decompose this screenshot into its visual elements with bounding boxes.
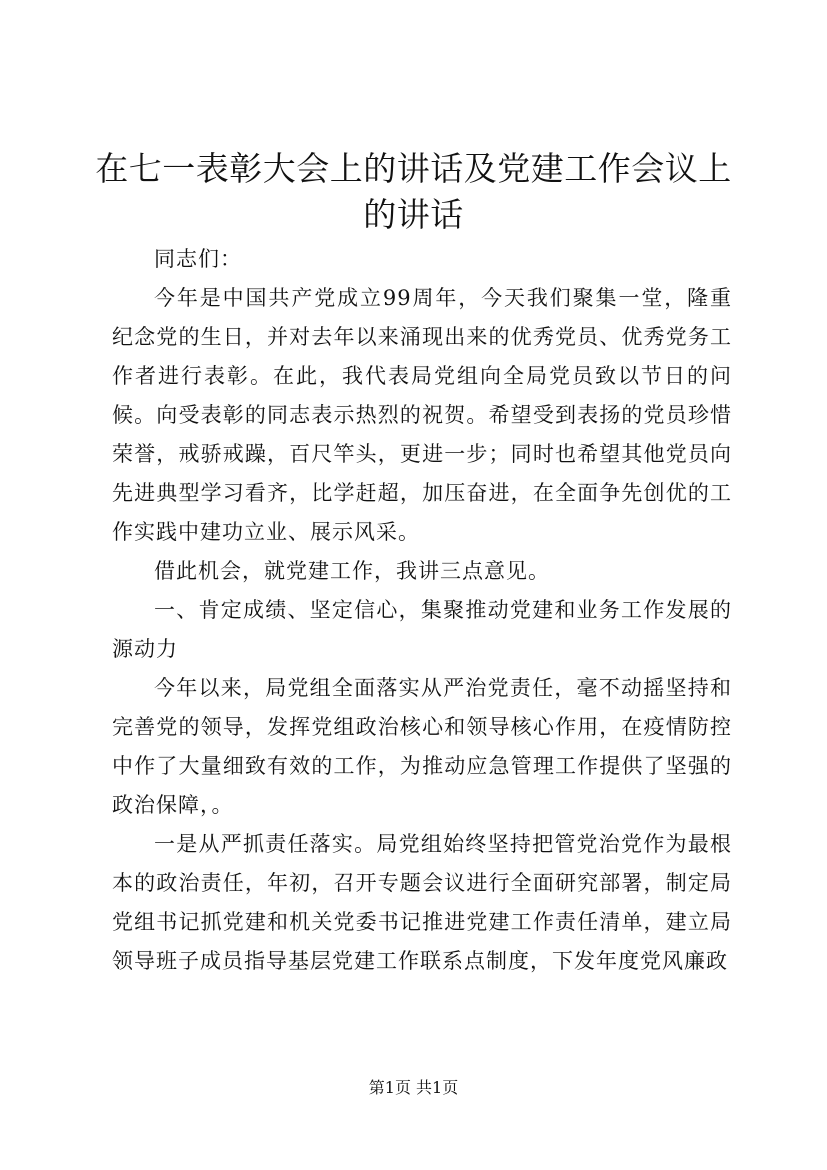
document-title: 在七一表彰大会上的讲话及党建工作会议上的讲话 bbox=[95, 149, 732, 234]
paragraph-intro-points: 借此机会，就党建工作，我讲三点意见。 bbox=[154, 559, 550, 583]
page-footer: 第1页 共1页 bbox=[368, 1078, 459, 1097]
paragraph-opening: 今年是中国共产党成立99周年，今天我们聚集一堂，隆重纪念党的生日，并对去年以来涌现出来的优秀党员、优秀党务工作者进行表彰。在此，我代表局党组向全局党员致以节日的问候。向受表彰的同志表示热烈的祝贺。希望受到表扬的党员珍惜荣誉，戒骄戒躁，百尺竿头，更进一步；同时也希望其他党员向先进典型学习看齐，比学赶超，加压奋进，在全面争先创优的工作实践中建功立业、展示风采。 bbox=[112, 286, 732, 544]
paragraph-salutation: 同志们： bbox=[154, 247, 242, 271]
paragraph-achievements: 今年以来，局党组全面落实从严治党责任，毫不动摇坚持和完善党的领导，发挥党组政治核心和领导核心作用，在疫情防控中作了大量细致有效的工作，为推动应急管理工作提供了坚强的政治保障，。 bbox=[112, 676, 732, 817]
paragraph-responsibility: 一是从严抓责任落实。局党组始终坚持把管党治党作为最根本的政治责任，年初，召开专题会议进行全面研究部署，制定局党组书记抓党建和机关党委书记推进党建工作责任清单，建立局领导班子成员指导基层党建工作联系点制度，下发年度党风廉政 bbox=[112, 832, 732, 973]
section-heading-one: 一、肯定成绩、坚定信心，集聚推动党建和业务工作发展的源动力 bbox=[112, 598, 732, 661]
document-body bbox=[112, 240, 732, 981]
